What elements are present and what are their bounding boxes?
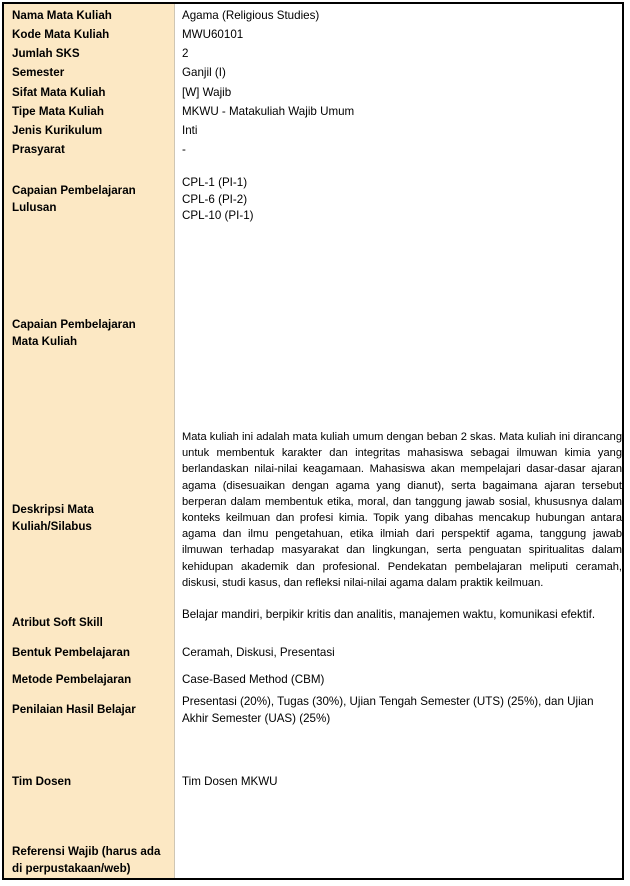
label-tipe-mata-kuliah: Tipe Mata Kuliah bbox=[12, 105, 104, 118]
value-penilaian-hasil-belajar: Presentasi (20%), Tugas (30%), Ujian Tengah Semester (UTS) (25%), dan Ujian Akhir Semester (UAS) (25%) bbox=[182, 695, 594, 725]
value-sifat-mata-kuliah: [W] Wajib bbox=[182, 86, 232, 99]
value-metode-pembelajaran: Case-Based Method (CBM) bbox=[182, 673, 325, 686]
label-prasyarat: Prasyarat bbox=[12, 143, 65, 156]
value-prasyarat: - bbox=[182, 143, 186, 156]
label-capaian-pembelajaran-lulusan bbox=[12, 183, 170, 216]
value-bentuk-pembelajaran: Ceramah, Diskusi, Presentasi bbox=[182, 646, 335, 659]
label-line: Capaian Pembelajaran bbox=[12, 184, 136, 197]
cpl-item: CPL-6 (PI-2) bbox=[182, 192, 248, 206]
value-deskripsi-mata-kuliah: Mata kuliah ini adalah mata kuliah umum dengan beban 2 skas. Mata kuliah ini dirancang untuk membentuk karakter dan integritas mahasiswa sebagai ilmuwan kimia yang berlandaskan nilai-nilai keagamaan. Mahasiswa akan mempelajari dasar-dasar ajaran agama (disesuaikan dengan agama yang dianut), serta bagaimana ajaran tersebut berperan dalam membentuk etika, moral, dan tanggung jawab sosial, khususnya dalam konteks keilmuan dan profesi kimia. Topik yang dibahas mencakup hubungan antara agama dan ilmu pengetahuan, etika ilmiah dari perspektif agama, tanggung jawab ilmuwan terhadap masyarakat dan lingkungan, serta penguatan spiritualitas dalam kehidupan akademik dan profesional. Pendekatan pembelajaran meliputi ceramah, diskusi, studi kasus, dan refleksi nilai-nilai agama dalam praktik keilmuan. bbox=[182, 431, 622, 589]
label-metode-pembelajaran: Metode Pembelajaran bbox=[12, 673, 132, 686]
label-semester: Semester bbox=[12, 66, 65, 79]
label-capaian-pembelajaran-mata-kuliah bbox=[12, 317, 170, 350]
value-jumlah-sks: 2 bbox=[182, 47, 189, 60]
value-kode-mata-kuliah: MWU60101 bbox=[182, 28, 244, 41]
value-atribut-soft-skill: Belajar mandiri, berpikir kritis dan analitis, manajemen waktu, komunikasi efektif. bbox=[182, 608, 596, 621]
cpl-item: CPL-10 (PI-1) bbox=[182, 209, 254, 222]
label-nama-mata-kuliah: Nama Mata Kuliah bbox=[12, 9, 112, 22]
label-line: Capaian Pembelajaran bbox=[12, 318, 136, 331]
label-sifat-mata-kuliah: Sifat Mata Kuliah bbox=[12, 86, 106, 99]
label-line: Referensi Wajib (harus ada bbox=[12, 845, 161, 858]
label-deskripsi-mata-kuliah bbox=[12, 502, 170, 535]
value-nama-mata-kuliah: Agama (Religious Studies) bbox=[182, 9, 320, 22]
value-tipe-mata-kuliah: MKWU - Matakuliah Wajib Umum bbox=[182, 105, 355, 118]
label-jumlah-sks: Jumlah SKS bbox=[12, 47, 80, 60]
label-tim-dosen: Tim Dosen bbox=[12, 775, 72, 788]
label-referensi-wajib bbox=[12, 844, 170, 877]
value-jenis-kurikulum: Inti bbox=[182, 124, 198, 137]
label-line: Mata Kuliah bbox=[12, 334, 78, 348]
label-atribut-soft-skill: Atribut Soft Skill bbox=[12, 616, 103, 629]
label-line: di perpustakaan/web) bbox=[12, 861, 131, 875]
label-line: Lulusan bbox=[12, 200, 57, 214]
label-line: Kuliah/Silabus bbox=[12, 519, 92, 533]
cpl-item: CPL-1 (PI-1) bbox=[182, 176, 248, 189]
label-jenis-kurikulum: Jenis Kurikulum bbox=[12, 124, 103, 137]
label-kode-mata-kuliah: Kode Mata Kuliah bbox=[12, 28, 110, 41]
label-penilaian-hasil-belajar: Penilaian Hasil Belajar bbox=[12, 703, 136, 716]
course-info-table bbox=[2, 2, 624, 880]
value-semester: Ganjil (I) bbox=[182, 66, 226, 79]
label-line: Deskripsi Mata bbox=[12, 503, 94, 516]
value-capaian-pembelajaran-lulusan bbox=[182, 175, 622, 225]
label-bentuk-pembelajaran: Bentuk Pembelajaran bbox=[12, 646, 130, 659]
value-tim-dosen: Tim Dosen MKWU bbox=[182, 775, 278, 788]
